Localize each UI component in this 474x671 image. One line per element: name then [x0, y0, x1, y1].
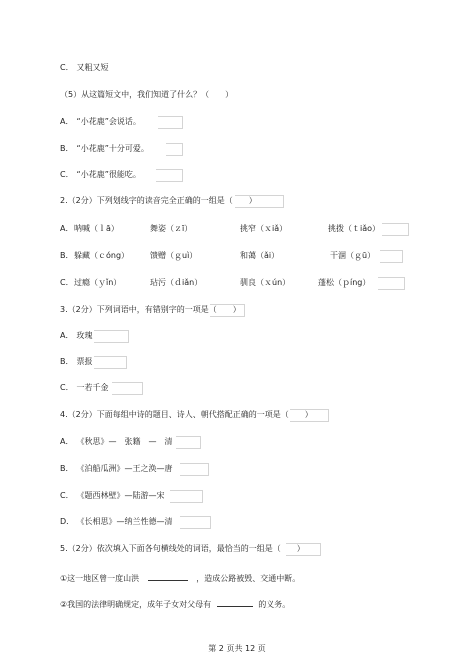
- q3-option-b: [60, 358, 93, 366]
- option-letter: D．: [60, 517, 75, 526]
- answer-box: [235, 195, 284, 208]
- option-letter: B．: [60, 357, 74, 366]
- question-5-sub-stem: （5）从这篇短文中，我们知道了什么？（ ）: [60, 90, 234, 99]
- sentence-text: ①这一地区曾一度山洪: [60, 574, 140, 583]
- option-letter: A．: [60, 331, 74, 340]
- prev-question-option-c: [60, 64, 109, 72]
- q2-b-cell-4: 干涸（ｇū）: [330, 251, 376, 260]
- q3-option-c: [60, 384, 109, 392]
- q3-option-a: [60, 332, 93, 340]
- question-2-stem: 2.（2分）下列划线字的读音完全正确的一组是（ ）: [60, 196, 257, 205]
- q2-c-cell-4: 蓬松（ｐíng）: [318, 278, 371, 287]
- option-text: 玫瑰: [76, 331, 93, 340]
- option-text: “小花鹿”很能吃。: [76, 170, 141, 179]
- q5-option-a: [60, 118, 141, 126]
- q2-b-cell-2: 馈赠（ｇuì）: [150, 251, 198, 260]
- answer-box: [166, 143, 183, 156]
- q2-c-cell-1: 过瘾（ｙǐn）: [74, 278, 122, 287]
- option-text: 《秋思》— 张籍 — 清: [76, 437, 173, 446]
- q2-c-cell-2: 玷污（ｄiǎn）: [150, 278, 203, 287]
- answer-box: [180, 516, 211, 529]
- q5-option-c: [60, 171, 141, 179]
- answer-box: [112, 382, 143, 395]
- q2-a-cell-3: 挑窄（ｘiǎ）: [240, 224, 288, 233]
- option-text: 一若千金: [76, 383, 109, 392]
- answer-box: [290, 409, 329, 422]
- option-letter: C．: [60, 383, 74, 392]
- question-5-stem: 5.（2分）依次填入下面各句横线处的词语，最恰当的一组是（ ）: [60, 544, 305, 553]
- option-letter: C．: [60, 278, 74, 287]
- answer-box: [380, 250, 403, 263]
- q5-option-b: [60, 145, 149, 153]
- answer-box: [94, 356, 127, 369]
- sentence-text: 的义务。: [258, 600, 291, 609]
- question-3-stem: 3.（2分）下列词语中，有错别字的一项是（ ）: [60, 305, 241, 314]
- option-letter: C．: [60, 170, 74, 179]
- answer-box: [156, 169, 183, 182]
- answer-box: [94, 330, 129, 343]
- answer-box: [158, 116, 183, 129]
- option-letter: C．: [60, 63, 74, 72]
- option-text: 《泊船瓜洲》—王之涣—唐: [76, 464, 173, 473]
- option-text: 又粗又短: [76, 63, 109, 72]
- q4-option-d: [60, 518, 173, 526]
- answer-box: [382, 223, 409, 236]
- q2-option-c: [60, 279, 74, 287]
- q4-option-a: [60, 438, 173, 446]
- q2-b-cell-1: 躲藏（ｃóng）: [74, 251, 130, 260]
- sentence-text: ②我国的法律明确规定，成年子女对父母有: [60, 600, 212, 609]
- answer-box: [286, 543, 321, 556]
- answer-box: [176, 436, 201, 449]
- question-4-stem: 4.（2分）下面每组中诗的题目、诗人、朝代搭配正确的一项是（ ）: [60, 410, 313, 419]
- q5-sentence-2: [60, 598, 290, 609]
- answer-box: [180, 463, 209, 476]
- q2-option-b: [60, 252, 74, 260]
- fill-blank: [217, 598, 253, 607]
- answer-box: [210, 304, 245, 317]
- page-footer: 第 2 页共 12 页: [208, 644, 266, 653]
- option-letter: B．: [60, 144, 74, 153]
- q2-a-cell-2: 舞姿（ｚī）: [150, 224, 193, 233]
- answer-box: [170, 490, 203, 503]
- fill-blank: [148, 572, 188, 581]
- option-letter: B．: [60, 464, 74, 473]
- q2-b-cell-3: 和蔼（ǎi）: [240, 251, 280, 260]
- option-letter: A．: [60, 117, 74, 126]
- option-text: “小花鹿”会说话。: [76, 117, 141, 126]
- q2-a-cell-4: 挑拨（ｔiǎo）: [328, 224, 381, 233]
- q2-option-a: [60, 225, 74, 233]
- q4-option-b: [60, 465, 173, 473]
- sentence-text: ，造成公路被毁、交通中断。: [196, 574, 301, 583]
- q4-option-c: [60, 492, 165, 500]
- option-letter: C．: [60, 491, 74, 500]
- option-text: 《长相思》—纳兰性德—清: [76, 517, 173, 526]
- option-text: “小花鹿”十分可爱。: [76, 144, 149, 153]
- q5-sentence-1: [60, 572, 300, 583]
- q2-c-cell-3: 驯良（ｘún）: [240, 278, 291, 287]
- option-text: 《题西林壁》—陆游—宋: [76, 491, 165, 500]
- option-text: 票报: [76, 357, 93, 366]
- q2-a-cell-1: 呐喊（ｌā）: [74, 224, 119, 233]
- option-letter: A．: [60, 437, 74, 446]
- option-letter: B．: [60, 251, 74, 260]
- answer-box: [378, 277, 405, 290]
- option-letter: A．: [60, 224, 74, 233]
